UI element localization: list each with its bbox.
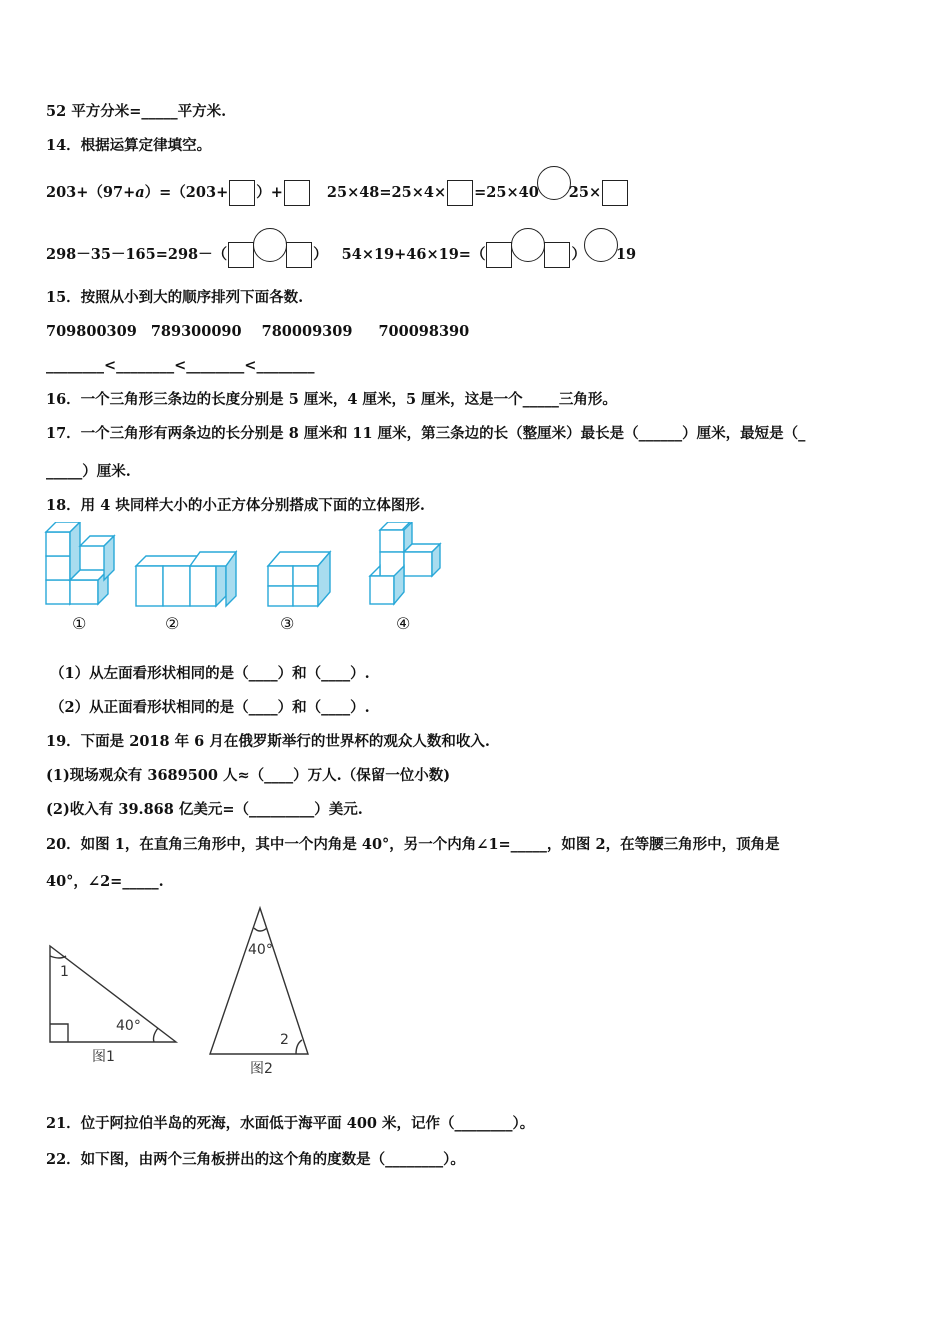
question-16	[46, 390, 617, 410]
figure-label-3: ③	[280, 614, 295, 633]
q14-expr-d: 25×48=25×4×	[326, 184, 447, 201]
fig2-caption: 图2	[250, 1061, 273, 1077]
answer-circle[interactable]	[584, 228, 618, 262]
fig1-angle-40-label: 40°	[116, 1018, 141, 1034]
answer-circle[interactable]	[537, 166, 571, 200]
q18-title-text: 18．用 4 块同样大小的小正方体分别搭成下面的立体图形.	[46, 497, 425, 514]
isosceles-triangle	[210, 908, 308, 1054]
question-22	[46, 1150, 465, 1170]
figure-label-4: ④	[396, 614, 411, 633]
q14-expr2-d: ）	[571, 246, 586, 263]
answer-box[interactable]	[602, 180, 628, 206]
question-17-line1	[46, 424, 805, 444]
q14-expr2-e: 19	[615, 246, 637, 263]
q16-text: 16．一个三角形三条边的长度分别是 5 厘米，4 厘米，5 厘米，这是一个_____三角形。	[46, 391, 617, 408]
q14-expr2-b: ）	[313, 246, 328, 263]
q15-number: 700098390	[378, 323, 470, 340]
question-20-line2	[46, 872, 164, 892]
q20-text-cont: 40°，∠2=_____.	[46, 873, 164, 890]
q17-text: 17．一个三角形有两条边的长分别是 8 厘米和 11 厘米，第三条边的长（整厘米）最长是（______）厘米，最短是（_	[46, 425, 806, 442]
answer-box[interactable]	[486, 242, 512, 268]
q14-expr-f: 25×	[568, 184, 602, 201]
angle-40-arc	[154, 1028, 159, 1042]
question-18-sub2	[50, 698, 370, 718]
right-angle-mark	[50, 1024, 68, 1042]
cube-figure-4	[370, 522, 440, 604]
fig1-angle-1-label: 1	[60, 964, 69, 980]
question-14-line2	[46, 238, 636, 272]
question-14-line1	[46, 176, 629, 210]
q15-title-text: 15．按照从小到大的顺序排列下面各数.	[46, 289, 304, 306]
q14-expr-e: =25×40	[474, 184, 539, 201]
q19-sub1-text: (1)现场观众有 3689500 人≈（____）万人.（保留一位小数)	[46, 767, 451, 784]
q14-expr-c: ）+	[256, 184, 283, 201]
question-20-line1	[46, 835, 780, 855]
q14-expr2-a: 298－35－165=298－（	[46, 246, 228, 263]
q14-title-text: 14．根据运算定律填空。	[46, 137, 212, 154]
question-19-sub1	[46, 766, 450, 786]
question-19-sub2	[46, 800, 363, 820]
figure-label-2: ②	[165, 614, 180, 633]
figure-label-1: ①	[72, 614, 87, 633]
q22-text: 22．如下图，由两个三角板拼出的这个角的度数是（________）。	[46, 1151, 465, 1168]
q14-expr-b: ）=（203+	[144, 184, 229, 201]
q13-text: 52 平方分米=_____平方米.	[46, 103, 227, 120]
answer-circle[interactable]	[511, 228, 545, 262]
answer-box[interactable]	[229, 180, 255, 206]
apex-angle-arc	[254, 928, 267, 931]
q19-sub2-text: (2)收入有 39.868 亿美元=（_________）美元.	[46, 801, 363, 818]
q17-text-cont: _____）厘米.	[46, 463, 131, 480]
question-13-tail	[46, 102, 226, 122]
question-19-title	[46, 732, 490, 752]
question-15-title	[46, 288, 303, 308]
fig2-angle-2-label: 2	[280, 1032, 289, 1048]
cube-figure-2	[136, 552, 236, 606]
question-15-numbers	[46, 322, 469, 342]
cube-figure-3	[268, 552, 330, 606]
cube-figures	[40, 522, 460, 614]
fig1-caption: 图1	[92, 1049, 115, 1065]
q15-number: 789300090	[150, 323, 242, 340]
question-21	[46, 1114, 534, 1134]
q14-expr2-c: 54×19+46×19=（	[341, 246, 486, 263]
answer-box[interactable]	[228, 242, 254, 268]
right-triangle	[50, 946, 176, 1042]
q15-answer-line[interactable]: ________<________<________<________	[46, 357, 315, 374]
question-17-line2	[46, 462, 131, 482]
angle-2-arc	[296, 1040, 302, 1054]
q14-variable: a	[135, 184, 145, 201]
answer-circle[interactable]	[253, 228, 287, 262]
question-15-answer[interactable]	[46, 356, 314, 376]
fig2-angle-40-label: 40°	[248, 942, 273, 958]
question-18-sub1	[50, 664, 370, 684]
q19-title-text: 19．下面是 2018 年 6 月在俄罗斯举行的世界杯的观众人数和收入.	[46, 733, 490, 750]
cube-figure-1	[46, 522, 114, 604]
question-14-title	[46, 136, 211, 156]
q18-sub1-text: （1）从左面看形状相同的是（____）和（____）.	[50, 665, 370, 682]
q21-text: 21．位于阿拉伯半岛的死海，水面低于海平面 400 米，记作（________）。	[46, 1115, 535, 1132]
question-18-title	[46, 496, 425, 516]
q15-number: 780009309	[261, 323, 353, 340]
q15-number: 709800309	[46, 323, 137, 340]
answer-box[interactable]	[286, 242, 312, 268]
answer-box[interactable]	[447, 180, 473, 206]
q14-expr-a: 203+（97+	[46, 184, 136, 201]
q20-text: 20．如图 1，在直角三角形中，其中一个内角是 40°，另一个内角∠1=_____，如图 2，在等腰三角形中，顶角是	[46, 836, 780, 853]
answer-box[interactable]	[284, 180, 310, 206]
answer-box[interactable]	[544, 242, 570, 268]
q18-sub2-text: （2）从正面看形状相同的是（____）和（____）.	[50, 699, 370, 716]
